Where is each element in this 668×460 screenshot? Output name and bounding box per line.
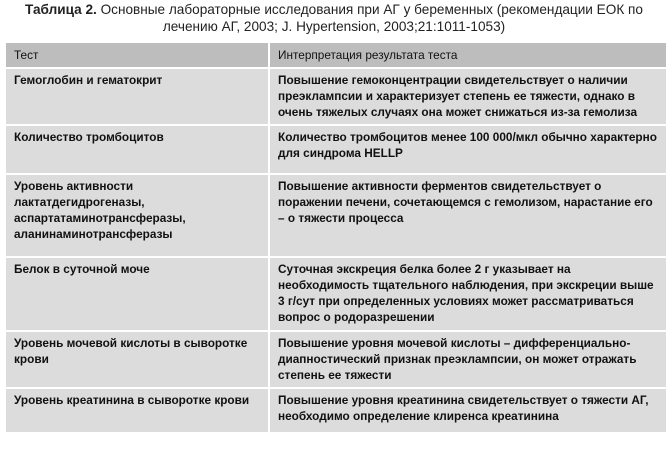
cell-interpretation: Повышение уровня мочевой кислоты – дифференциально-диапностический признак преэклампсии, он может отражать степень ее тяжести xyxy=(269,331,667,388)
cell-interpretation: Количество тромбоцитов менее 100 000/мкл обычно характерно для синдрома HELLP xyxy=(269,125,667,174)
cell-test: Гемоглобин и гематокрит xyxy=(5,68,269,125)
cell-interpretation: Повышение гемоконцентрации свидетельствует о наличии преэклампсии и характеризует степень ее тяжести, однако в очень тяжелых случаях она может снижаться из-за гемолиза xyxy=(269,68,667,125)
cell-test: Уровень активности лактатдегидрогеназы, аспартатаминотрансферазы, аланинаминотрансферазы xyxy=(5,174,269,257)
cell-test: Уровень мочевой кислоты в сыворотке крови xyxy=(5,331,269,388)
lab-tests-table xyxy=(4,41,668,434)
header-interpretation: Интерпретация результата теста xyxy=(269,42,667,68)
cell-interpretation: Суточная экскреция белка более 2 г указывает на необходимость тщательного наблюдения, при экскреции выше 3 г/сут при определенных условиях может рассматриваться вопрос о родоразрешении xyxy=(269,257,667,331)
table-caption-text: Основные лабораторные исследования при АГ у беременных (рекомендации ЕОК по лечению АГ, 2003; J. Hypertension, 2003;21:1011-1053) xyxy=(96,2,643,34)
cell-interpretation: Повышение активности ферментов свидетельствует о поражении печени, сочетающемся с гемолизом, нарастание его – о тяжести процесса xyxy=(269,174,667,257)
cell-test: Количество тромбоцитов xyxy=(5,125,269,174)
table-caption-number: Таблица 2. xyxy=(25,2,97,17)
table-row xyxy=(5,257,667,331)
table-row xyxy=(5,388,667,433)
cell-test: Уровень креатинина в сыворотке крови xyxy=(5,388,269,433)
cell-interpretation: Повышение уровня креатинина свидетельствует о тяжести АГ, необходимо определение клиренса креатинина xyxy=(269,388,667,433)
table-caption xyxy=(0,0,668,38)
table-row xyxy=(5,68,667,125)
cell-test: Белок в суточной моче xyxy=(5,257,269,331)
header-test: Тест xyxy=(5,42,269,68)
table-row xyxy=(5,174,667,257)
table-header-row xyxy=(5,42,667,68)
table-row xyxy=(5,125,667,174)
table-row xyxy=(5,331,667,388)
